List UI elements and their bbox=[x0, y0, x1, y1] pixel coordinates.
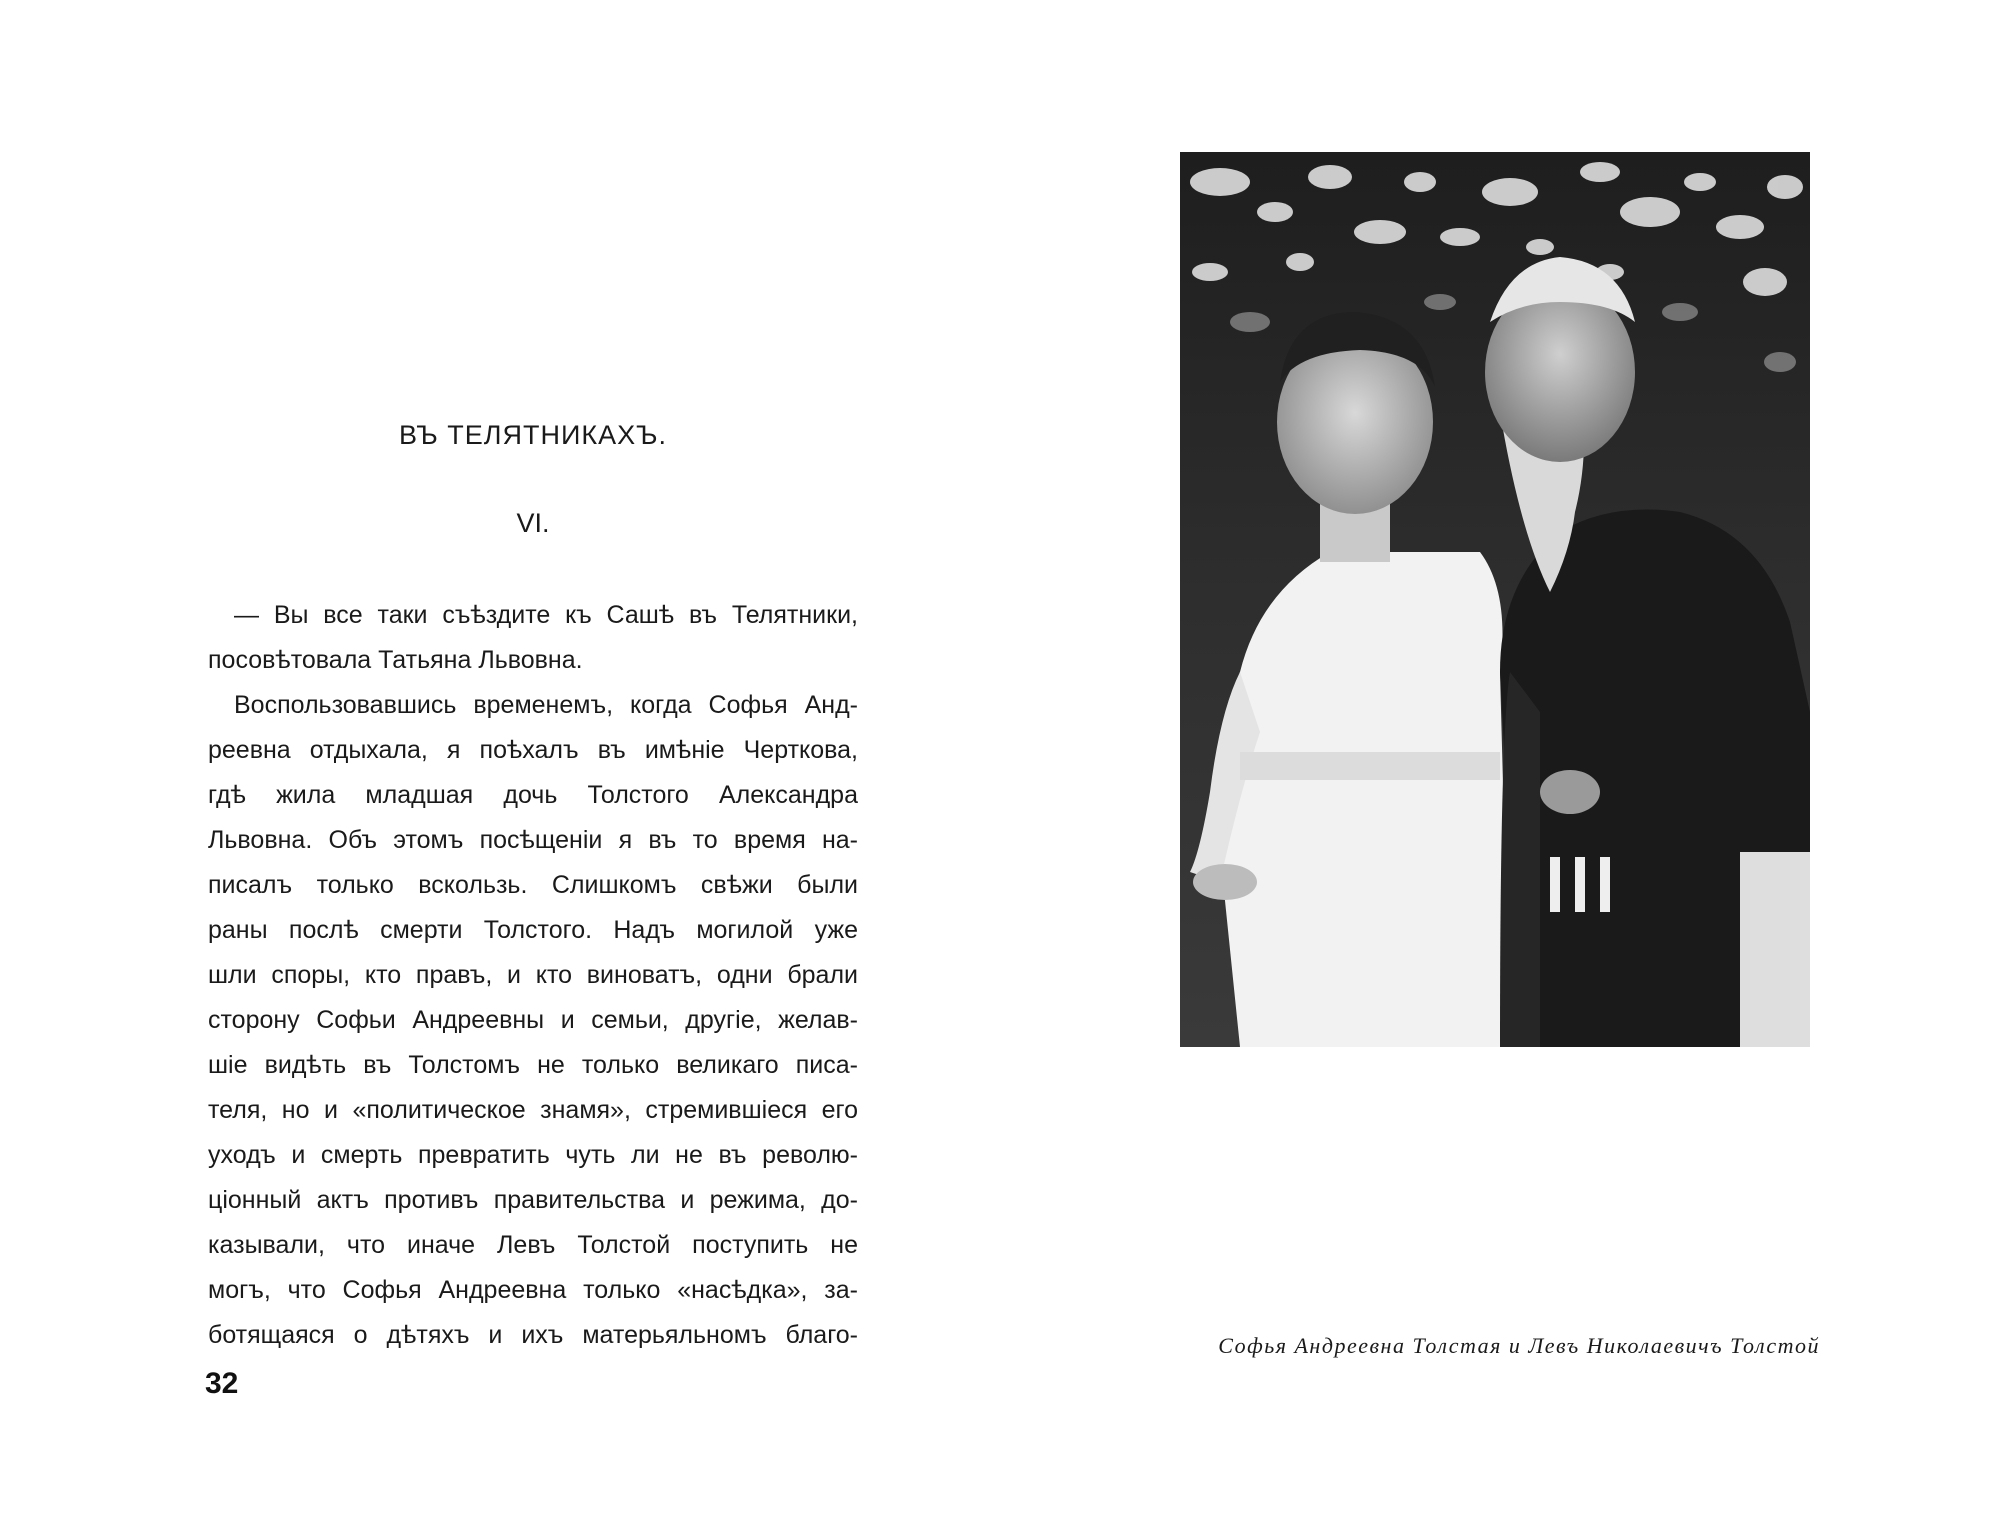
text-line: писалъ только вскользь. Слишкомъ свѣжи были bbox=[208, 871, 858, 899]
text-line: теля, но и «политическое знамя», стремившiеся его bbox=[208, 1096, 858, 1124]
photo-caption: Софья Андреевна Толстая и Левъ Николаевичъ Толстой bbox=[1218, 1333, 1820, 1358]
text-line: гдѣ жила младшая дочь Толстого Александра bbox=[208, 781, 858, 809]
text-line: раны послѣ смерти Толстого. Надъ могилой уже bbox=[208, 916, 858, 944]
text-line: шiе видѣть въ Толстомъ не только великаго писа- bbox=[208, 1051, 858, 1079]
page-number: 32 bbox=[205, 1367, 239, 1400]
text-line: шли споры, кто правъ, и кто виноватъ, одни брали bbox=[208, 961, 858, 989]
chapter-number: VI. bbox=[516, 508, 550, 538]
text-line: — Вы все таки съѣздите къ Сашѣ въ Телятники, bbox=[234, 601, 858, 629]
text-line: цiонный актъ противъ правительства и режима, до- bbox=[208, 1186, 858, 1214]
text-line: могъ, что Софья Андреевна только «насѣдка», за- bbox=[208, 1276, 858, 1304]
text-line: Львовна. Объ этомъ посѣщенiи я въ то время на- bbox=[208, 826, 858, 854]
text-line: посовѣтовала Татьяна Львовна. bbox=[208, 646, 583, 674]
text-line: казывали, что иначе Левъ Толстой поступить не bbox=[208, 1231, 858, 1259]
portrait-photo bbox=[1180, 152, 1810, 1047]
text-line: ботящаяся о дѣтяхъ и ихъ матерьяльномъ благо- bbox=[208, 1321, 858, 1349]
text-line: сторону Софьи Андреевны и семьи, другiе, желав- bbox=[208, 1006, 858, 1034]
chapter-title: ВЪ ТЕЛЯТНИКАХЪ. bbox=[398, 420, 668, 450]
text-line: Воспользовавшись временемъ, когда Софья Анд- bbox=[234, 691, 858, 719]
portrait-illustration bbox=[1180, 152, 1810, 1047]
body-text bbox=[208, 593, 858, 1358]
text-line: уходъ и смерть превратить чуть ли не въ револю- bbox=[208, 1141, 858, 1169]
text-line: реевна отдыхала, я поѣхалъ въ имѣнiе Черткова, bbox=[208, 736, 858, 764]
